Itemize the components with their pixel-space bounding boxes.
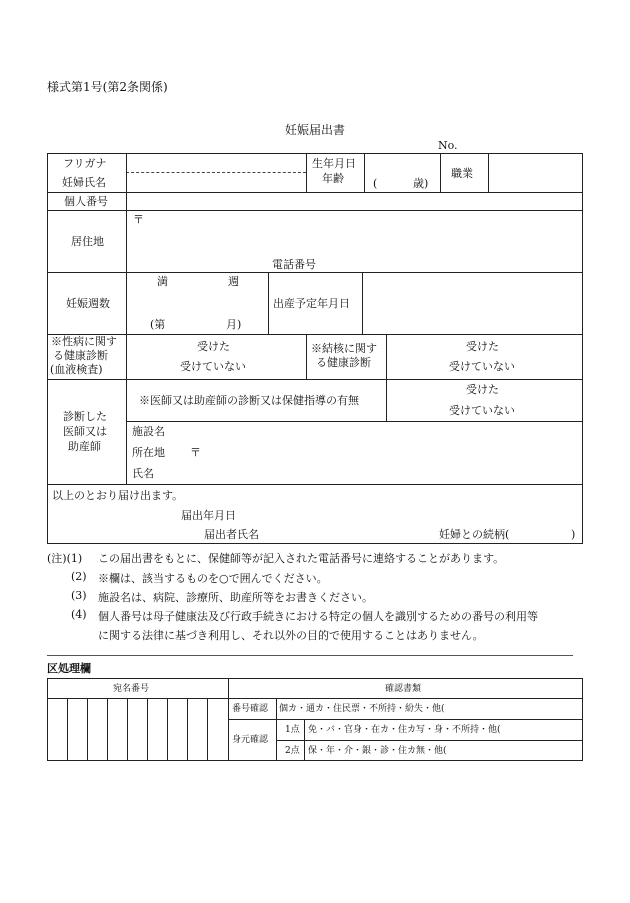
relation-close: ) <box>571 528 576 541</box>
identity-check-label: 身元確認 <box>232 735 269 745</box>
age-unit-label: 歳) <box>413 177 429 190</box>
note-text: 施設名は、病院、診療所、助産所等をお書きください。 <box>98 591 373 604</box>
week-label: 週 <box>228 275 239 288</box>
tb-check-line2: る健康診断 <box>316 356 371 369</box>
doctor-label-line3: 助産師 <box>68 440 101 453</box>
two-point-label: 2点 <box>285 746 300 756</box>
relation-label: 妊婦との続柄( <box>439 528 510 541</box>
furigana-label: フリガナ <box>63 157 107 170</box>
guidance-received: 受けた <box>466 383 499 396</box>
pregnant-name-label: 妊婦氏名 <box>62 176 106 189</box>
std-received: 受けた <box>197 340 230 353</box>
confirm-docs-header: 確認書類 <box>385 684 422 694</box>
doctor-label-line1: 診断した <box>63 410 107 423</box>
age-label: 年齢 <box>322 172 344 185</box>
one-point-items: 免・バ・官身・在カ・住カ写・身・不所持・他( <box>308 725 501 735</box>
phone-label: 電話番号 <box>272 258 316 271</box>
personal-number-label: 個人番号 <box>64 195 108 208</box>
occupation-label: 職業 <box>451 167 473 180</box>
doctor-name-label: 氏名 <box>132 467 154 480</box>
note-text: この届出書をもとに、保健師等が記入された電話番号に連絡することがあります。 <box>98 552 505 565</box>
address-label: 居住地 <box>71 235 104 248</box>
std-check-line1: ※性病に関す <box>51 335 117 348</box>
month-paren-close: 月) <box>226 318 242 331</box>
one-point-label: 1点 <box>285 725 300 735</box>
note-text: に関する法律に基づき利用し、それ以外の目的で使用することはありません。 <box>98 629 484 642</box>
note-number: (3) <box>71 589 87 602</box>
month-paren-open: (第 <box>150 318 166 331</box>
std-not-received: 受けていない <box>180 360 246 373</box>
std-check-line2: る健康診断 <box>53 349 108 362</box>
number-check-label: 番号確認 <box>232 704 269 714</box>
number-label: No. <box>438 139 458 152</box>
number-check-items: 個カ・通カ・住民票・不所持・紛失・他( <box>279 704 445 714</box>
facility-label: 施設名 <box>132 425 165 438</box>
tb-check-line1: ※結核に関す <box>311 342 377 355</box>
due-date-label: 出産予定年月日 <box>273 297 350 310</box>
birthdate-label: 生年月日 <box>312 157 356 170</box>
form-title: 妊娠届出書 <box>284 123 345 137</box>
two-point-items: 保・年・介・銀・診・住カ無・他( <box>308 746 447 756</box>
guidance-question: ※医師又は助産師の診断又は保健指導の有無 <box>139 394 359 407</box>
note-number: (注)(1) <box>47 552 83 565</box>
declaration-text: 以上のとおり届け出ます。 <box>52 489 184 502</box>
doctor-label-line2: 医師又は <box>63 425 107 438</box>
postal-mark: 〒 <box>133 213 144 226</box>
tb-not-received: 受けていない <box>449 360 515 373</box>
address-number-header: 宛名番号 <box>113 684 150 694</box>
std-check-line3: (血液検査) <box>50 363 103 376</box>
submit-date-label: 届出年月日 <box>181 509 236 522</box>
location-postal-mark: 〒 <box>190 446 201 459</box>
age-paren-open: ( <box>373 177 378 190</box>
note-text: 個人番号は母子健康法及び行政手続きにおける特定の個人を識別するための番号の利用等 <box>98 610 538 623</box>
location-label: 所在地 <box>132 446 165 459</box>
pregnancy-weeks-label: 妊娠週数 <box>66 297 110 310</box>
note-number: (4) <box>71 608 87 621</box>
guidance-not-received: 受けていない <box>449 404 515 417</box>
office-section-title: 区処理欄 <box>47 662 91 675</box>
section-divider <box>47 655 573 656</box>
full-label: 満 <box>157 275 168 288</box>
submitter-label: 届出者氏名 <box>204 528 259 541</box>
note-number: (2) <box>71 570 87 583</box>
note-text: ※欄は、該当するものを○で囲んでください。 <box>98 572 328 585</box>
form-number-label: 様式第1号(第2条関係) <box>47 80 168 94</box>
tb-received: 受けた <box>466 340 499 353</box>
